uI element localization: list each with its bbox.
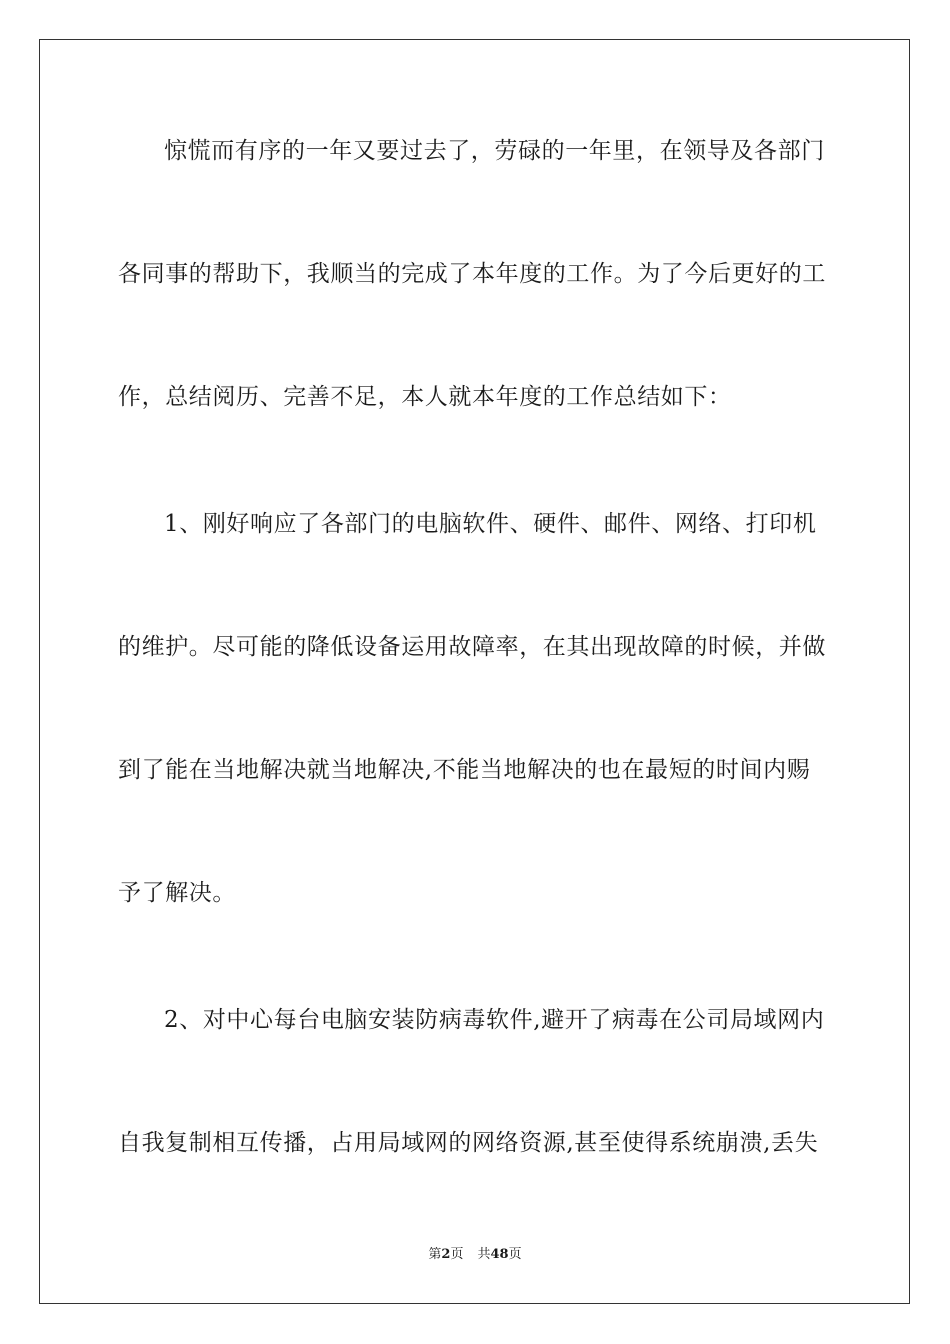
paragraph-2-line-3: 到了能在当地解决就当地解决,不能当地解决的也在最短的时间内赐 <box>118 757 811 783</box>
page-number: 2 <box>441 1247 451 1262</box>
paragraph-1-line-1: 惊慌而有序的一年又要过去了，劳碌的一年里，在领导及各部门 <box>164 138 825 164</box>
paragraph-2-line-2: 的维护。尽可能的降低设备运用故障率，在其出现故障的时候，并做 <box>118 634 826 660</box>
paragraph-3-line-1: 2、对中心每台电脑安装防病毒软件,避开了病毒在公司局域网内 <box>164 1007 825 1033</box>
page-suffix: 页 <box>450 1247 464 1262</box>
paragraph-3-line-2: 自我复制相互传播，占用局域网的网络资源,甚至使得系统崩溃,丢失 <box>118 1130 819 1156</box>
paragraph-2-line-4: 予了解决。 <box>118 880 236 906</box>
page-prefix: 第 <box>428 1247 442 1262</box>
total-pages: 48 <box>490 1247 509 1262</box>
paragraph-1-line-3: 作，总结阅历、完善不足，本人就本年度的工作总结如下： <box>118 384 732 410</box>
page-footer <box>0 1246 950 1264</box>
paragraph-1-line-2: 各同事的帮助下，我顺当的完成了本年度的工作。为了今后更好的工 <box>118 261 826 287</box>
page-border <box>39 39 910 1304</box>
total-suffix: 页 <box>508 1247 522 1262</box>
total-prefix: 共 <box>477 1247 491 1262</box>
paragraph-2-line-1: 1、刚好响应了各部门的电脑软件、硬件、邮件、网络、打印机 <box>164 511 817 537</box>
